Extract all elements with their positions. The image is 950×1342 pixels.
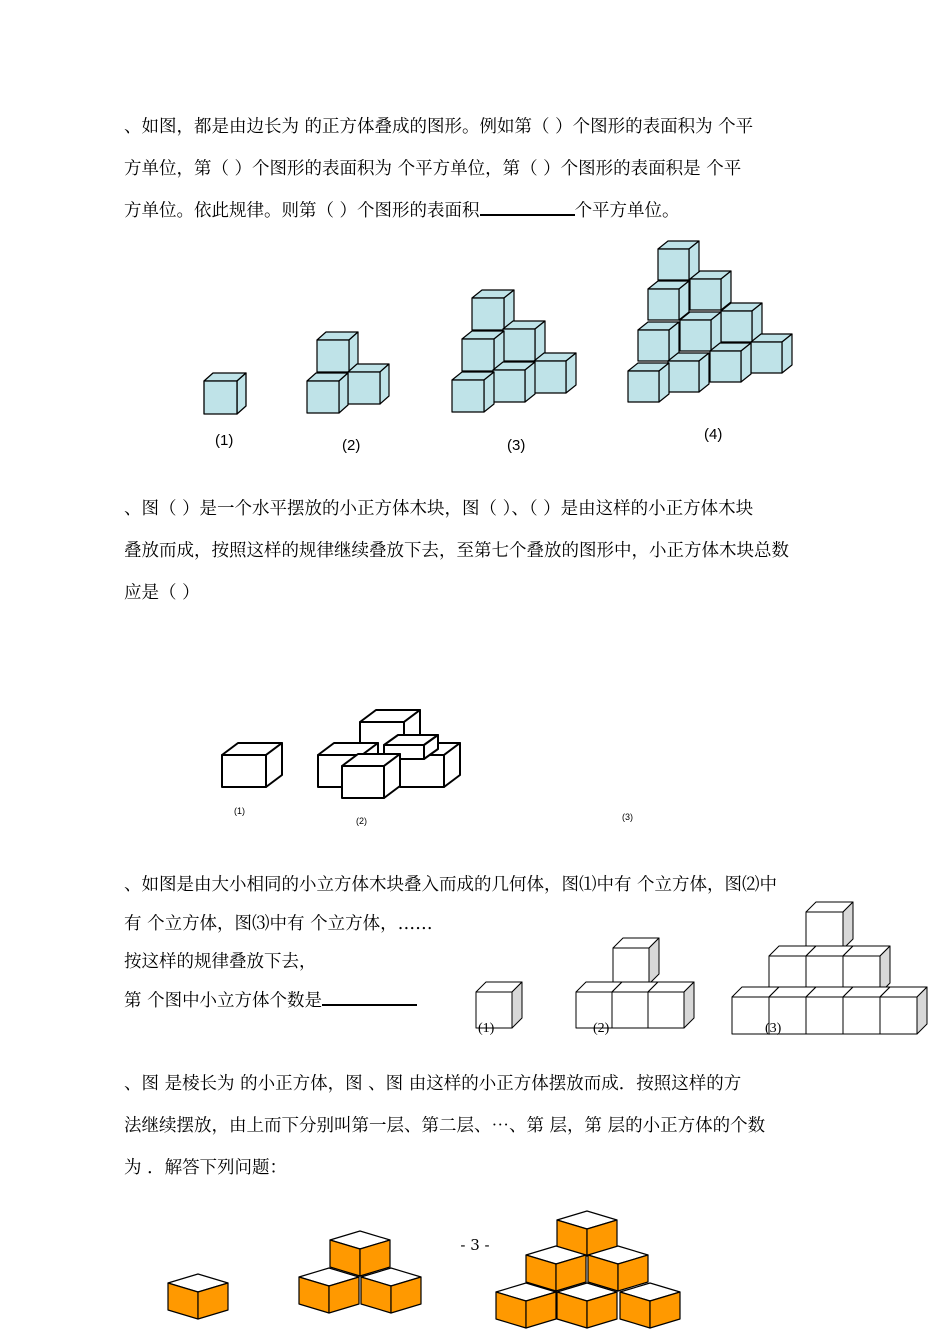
q2-line1: 、图（ ）是一个水平摆放的小正方体木块，图（ ）、（ ）是由这样的小正方体木块: [124, 499, 754, 519]
q2-text: [124, 488, 852, 614]
q3-cube-front: [806, 997, 843, 1034]
q2-block-front: [342, 766, 384, 798]
q1-cube-side: [380, 364, 389, 404]
q4-line1: 、图 是棱长为 的小正方体，图 、图 由这样的小正方体摆放而成．按照这样的方: [124, 1074, 742, 1094]
q3-line4: 第 个图中小立方体个数是: [124, 986, 417, 1012]
q3-line3: 按这样的规律叠放下去，: [124, 952, 317, 972]
q1-line1: 、如图，都是由边长为 的正方体叠成的图形。例如第（ ）个图形的表面积为 个平: [124, 117, 754, 137]
q1-line2: 方单位，第（ ）个图形的表面积为 个平方单位，第（ ）个图形的表面积是 个平: [124, 159, 742, 179]
q3-caption-3: (3): [765, 1021, 782, 1036]
q1-cube-front: [751, 342, 782, 373]
q1-cube-front: [690, 279, 721, 310]
q1-cube-front: [493, 370, 525, 402]
q1-cube-front: [658, 249, 689, 280]
q3-line1: 、如图是由大小相同的小立方体木块叠入而成的几何体，图⑴中有 个立方体，图⑵中: [124, 875, 778, 895]
q1-cube-front: [503, 329, 535, 361]
page-number: - 3 -: [460, 1236, 490, 1254]
q2-line2: 叠放而成，按照这样的规律继续叠放下去，至第七个叠放的图形中，小正方体木块总数: [124, 541, 789, 561]
q1-cube-front: [452, 380, 484, 412]
q4-line2: 法继续摆放，由上而下分别叫第一层、第二层、⋯、第 层，第 层的小正方体的个数: [124, 1116, 766, 1136]
q2-line3: 应是（ ）: [124, 583, 200, 603]
q1-cube-front: [204, 381, 237, 414]
q4-line3: 为 ．解答下列问题：: [124, 1158, 288, 1178]
q1-cube-front: [710, 351, 741, 382]
q1-cube-front: [721, 311, 752, 342]
q1-cube-front: [534, 361, 566, 393]
q3-answer-blank[interactable]: [322, 986, 417, 1006]
q1-cube-front: [472, 298, 504, 330]
q2-caption-3: (3): [622, 812, 633, 822]
q3-line2: 有 个立方体，图⑶中有 个立方体，……: [124, 914, 433, 934]
q1-caption-3: (3): [507, 437, 526, 454]
q1-cube-front: [348, 372, 380, 404]
q1-cube-front: [628, 371, 659, 402]
q1-caption-2: (2): [342, 437, 361, 454]
q3-cube-front: [806, 912, 843, 949]
q3-caption-1: (1): [478, 1021, 495, 1036]
q2-block-front: [222, 755, 266, 787]
q3-cube-front: [613, 948, 649, 984]
q1-cube-front: [668, 361, 699, 392]
q3-cube-front: [612, 992, 648, 1028]
q2-caption-1: (1): [234, 806, 245, 816]
q1-caption-4: (4): [704, 426, 723, 443]
q1-caption-1: (1): [215, 432, 234, 449]
q1-cube-front: [680, 320, 711, 351]
q1-cube-side: [237, 373, 246, 414]
q3-cube-front: [732, 997, 769, 1034]
q3-cube-front: [843, 997, 880, 1034]
q1-cube-front: [648, 289, 679, 320]
q3-cube-front: [880, 997, 917, 1034]
q3-caption-2: (2): [593, 1021, 610, 1036]
q1-cube-side: [339, 373, 348, 413]
q1-cube-front: [462, 339, 494, 371]
q1-cube-front: [317, 340, 349, 372]
q3-cube-front: [648, 992, 684, 1028]
q1-line3: 方单位。依此规律。则第（ ）个图形的表面积 个平方单位。: [124, 190, 852, 232]
q1-cube-front: [638, 330, 669, 361]
q1-cube-front: [307, 381, 339, 413]
q4-text: [124, 1063, 852, 1189]
q2-caption-2: (2): [356, 816, 367, 826]
